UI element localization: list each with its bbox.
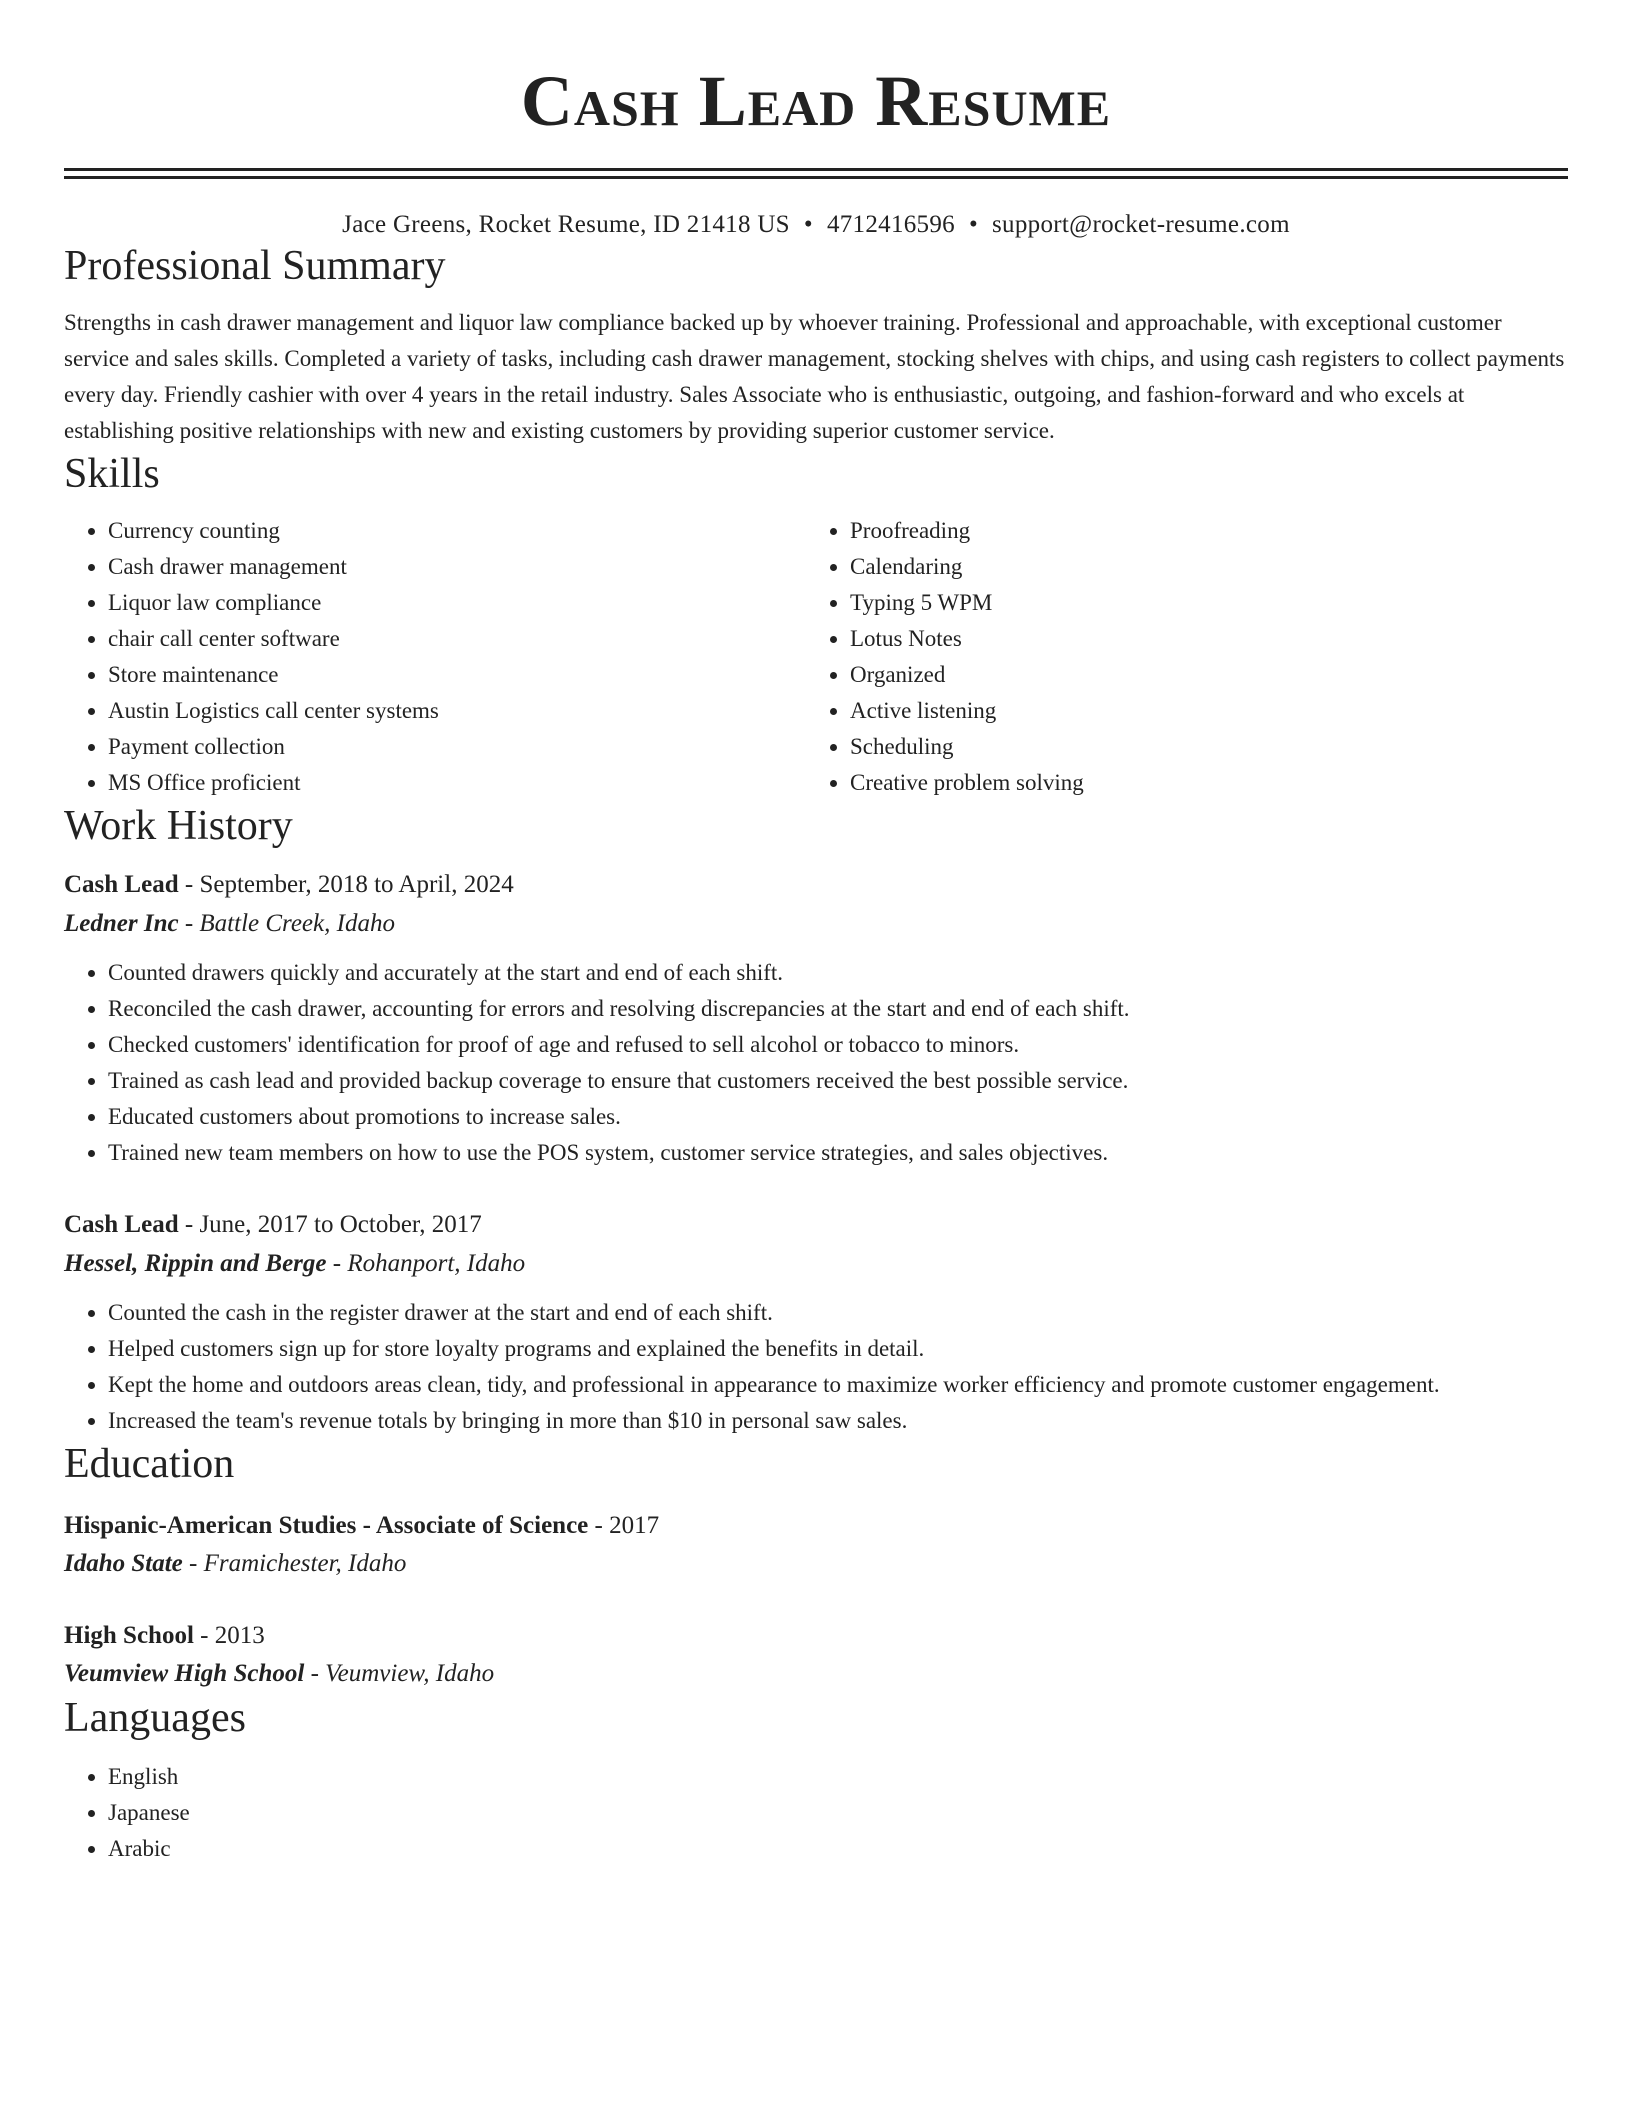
contact-address: Jace Greens, Rocket Resume, ID 21418 US: [342, 211, 790, 238]
language-item: • English: [108, 1759, 1568, 1795]
skill-item: • Lotus Notes: [850, 621, 1548, 657]
skill-item: • Store maintenance: [108, 657, 806, 693]
languages-heading: Languages: [64, 1695, 246, 1741]
job-company: Ledner Inc: [64, 910, 179, 937]
skill-item: • Scheduling: [850, 729, 1548, 765]
skills-heading: Skills: [64, 451, 160, 497]
contact-line: [64, 209, 1568, 241]
summary-text: Strengths in cash drawer management and liquor law compliance backed up by whoever training. Professional and approachable, with exceptional customer service and sales skills. Completed a variety of tasks, including cash drawer management, stocking shelves with chips, and using cash registers to collect payments every day. Friendly cashier with over 4 years in the retail industry. Sales Associate who is enthusiastic, outgoing, and fashion-forward and who excels at establishing positive relationships with new and existing customers by providing superior customer service.: [64, 310, 1565, 443]
contact-email: support@rocket-resume.com: [992, 211, 1290, 238]
job-bullet: • Checked customers' identification for proof of age and refused to sell alcohol or tobacco to minors.: [108, 1027, 1568, 1063]
skills-right-column: [806, 513, 1548, 801]
education-degree-line: Hispanic-American Studies - Associate of Science - 2017: [64, 1512, 660, 1539]
skill-item: • Austin Logistics call center systems: [108, 693, 806, 729]
job-bullet: • Trained new team members on how to use the POS system, customer service strategies, and sales objectives.: [108, 1135, 1568, 1171]
resume-title: Cash Lead Resume: [520, 61, 1112, 141]
education-year: 2017: [609, 1512, 660, 1539]
job-bullet: • Kept the home and outdoors areas clean, tidy, and professional in appearance to maximize worker efficiency and promote customer engagement.: [108, 1367, 1568, 1403]
contact-phone: 4712416596: [826, 211, 955, 238]
contact-separator: •: [968, 211, 979, 238]
education-school: Idaho State: [64, 1550, 183, 1577]
skill-item: • Typing 5 WPM: [850, 585, 1548, 621]
job-dates: June, 2017 to October, 2017: [199, 1211, 482, 1238]
job-location: Battle Creek, Idaho: [199, 910, 395, 937]
job-bullets: [64, 955, 1568, 1171]
job-company-line: Ledner Inc - Battle Creek, Idaho: [64, 910, 395, 937]
education-entry: [64, 1617, 1568, 1693]
work-history-heading: Work History: [64, 803, 293, 849]
skill-item: • Liquor law compliance: [108, 585, 806, 621]
job-title-line: Cash Lead - June, 2017 to October, 2017: [64, 1211, 482, 1238]
job-bullet: • Helped customers sign up for store loyalty programs and explained the benefits in detail.: [108, 1331, 1568, 1367]
job-bullet: • Reconciled the cash drawer, accounting for errors and resolving discrepancies at the start and end of each shift.: [108, 991, 1568, 1027]
languages-list: [64, 1759, 1568, 1867]
education-heading: Education: [64, 1441, 235, 1487]
language-item: • Arabic: [108, 1831, 1568, 1867]
education-degree-line: High School - 2013: [64, 1622, 265, 1649]
job-title-line: Cash Lead - September, 2018 to April, 2024: [64, 871, 514, 898]
job-company: Hessel, Rippin and Berge: [64, 1250, 327, 1277]
skill-item: • Calendaring: [850, 549, 1548, 585]
skill-item: • chair call center software: [108, 621, 806, 657]
skill-item: • Active listening: [850, 693, 1548, 729]
skills-grid: [64, 513, 1568, 801]
job-bullets: [64, 1295, 1568, 1439]
language-item: • Japanese: [108, 1795, 1568, 1831]
title-double-rule: [64, 168, 1568, 179]
job-bullet: • Counted the cash in the register drawer at the start and end of each shift.: [108, 1295, 1568, 1331]
education-school: Veumview High School: [64, 1660, 305, 1687]
summary-heading: Professional Summary: [64, 243, 446, 289]
contact-separator: •: [803, 211, 813, 238]
skill-item: • Organized: [850, 657, 1548, 693]
job-title: Cash Lead: [64, 871, 179, 898]
skill-item: • Cash drawer management: [108, 549, 806, 585]
education-degree: High School: [64, 1622, 194, 1649]
job-dates: September, 2018 to April, 2024: [199, 871, 514, 898]
job-entry: [64, 865, 1568, 1171]
education-location: Framichester, Idaho: [203, 1550, 407, 1577]
job-bullet: • Educated customers about promotions to increase sales.: [108, 1099, 1568, 1135]
job-entry: [64, 1205, 1568, 1439]
skills-left-column: [64, 513, 806, 801]
education-degree: Hispanic-American Studies - Associate of Science: [64, 1512, 589, 1539]
skill-item: • Creative problem solving: [850, 765, 1548, 801]
job-bullet: • Increased the team's revenue totals by bringing in more than $10 in personal saw sales.: [108, 1403, 1568, 1439]
job-bullet: • Counted drawers quickly and accurately at the start and end of each shift.: [108, 955, 1568, 991]
job-company-line: Hessel, Rippin and Berge - Rohanport, Idaho: [64, 1250, 526, 1277]
education-entry: [64, 1507, 1568, 1583]
job-bullet: • Trained as cash lead and provided backup coverage to ensure that customers received the best possible service.: [108, 1063, 1568, 1099]
skill-item: • Currency counting: [108, 513, 806, 549]
education-year: 2013: [214, 1622, 265, 1649]
skill-item: • Payment collection: [108, 729, 806, 765]
job-location: Rohanport, Idaho: [347, 1250, 526, 1277]
education-school-line: Veumview High School - Veumview, Idaho: [64, 1660, 495, 1687]
skill-item: • MS Office proficient: [108, 765, 806, 801]
skill-item: • Proofreading: [850, 513, 1548, 549]
job-title: Cash Lead: [64, 1211, 179, 1238]
education-location: Veumview, Idaho: [325, 1660, 495, 1687]
education-school-line: Idaho State - Framichester, Idaho: [64, 1550, 407, 1577]
